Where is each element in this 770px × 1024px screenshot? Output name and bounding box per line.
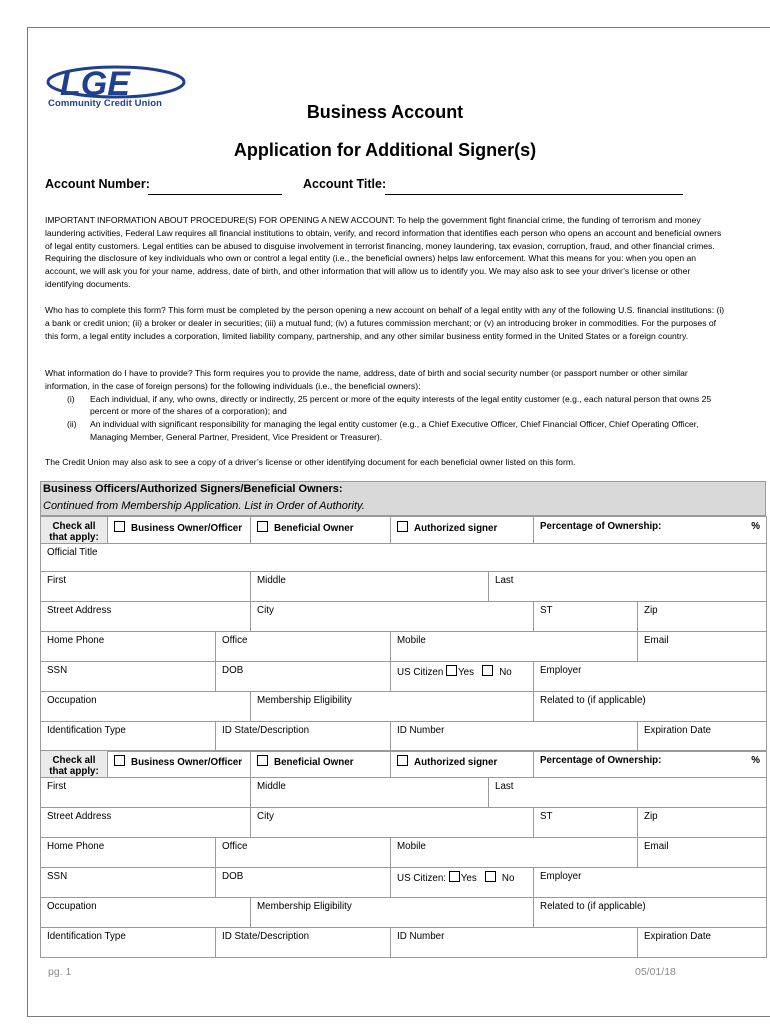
state-field[interactable]: ST bbox=[534, 602, 638, 632]
checkbox-business-owner[interactable]: Business Owner/Officer bbox=[108, 751, 251, 778]
mobile-phone-field[interactable]: Mobile bbox=[391, 838, 638, 868]
us-citizen-field[interactable]: US Citizen: Yes No bbox=[391, 868, 534, 898]
logo-letters: LGE bbox=[60, 65, 130, 102]
checkbox-icon bbox=[114, 521, 125, 532]
middle-name-field[interactable]: Middle bbox=[251, 778, 489, 808]
employer-field[interactable]: Employer bbox=[534, 662, 767, 692]
zip-field[interactable]: Zip bbox=[638, 808, 767, 838]
mobile-phone-field[interactable]: Mobile bbox=[391, 632, 638, 662]
id-state-field[interactable]: ID State/Description bbox=[216, 722, 391, 752]
email-field[interactable]: Email bbox=[638, 632, 767, 662]
ssn-field[interactable]: SSN bbox=[41, 662, 216, 692]
dob-field[interactable]: DOB bbox=[216, 662, 391, 692]
related-to-field[interactable]: Related to (if applicable) bbox=[534, 692, 767, 722]
page-number: pg. 1 bbox=[48, 966, 72, 978]
id-copy-paragraph bbox=[45, 456, 725, 469]
id-number-field[interactable]: ID Number bbox=[391, 928, 638, 958]
list-item bbox=[45, 393, 725, 419]
city-field[interactable]: City bbox=[251, 602, 534, 632]
who-completes-paragraph bbox=[45, 304, 725, 342]
id-number-field[interactable]: ID Number bbox=[391, 722, 638, 752]
checkbox-icon bbox=[449, 871, 460, 882]
state-field[interactable]: ST bbox=[534, 808, 638, 838]
account-title-field[interactable] bbox=[385, 194, 683, 195]
ssn-field[interactable]: SSN bbox=[41, 868, 216, 898]
occupation-field[interactable]: Occupation bbox=[41, 898, 251, 928]
expiration-date-field[interactable]: Expiration Date bbox=[638, 722, 767, 752]
first-name-field[interactable]: First bbox=[41, 572, 251, 602]
official-title-field[interactable]: Official Title bbox=[41, 544, 767, 572]
id-state-field[interactable]: ID State/Description bbox=[216, 928, 391, 958]
checkbox-beneficial-owner[interactable]: Beneficial Owner bbox=[251, 517, 391, 544]
checkbox-authorized-signer[interactable]: Authorized signer bbox=[391, 517, 534, 544]
identification-type-field[interactable]: Identification Type bbox=[41, 928, 216, 958]
section-subheading: Continued from Membership Application. List in Order of Authority. bbox=[43, 500, 365, 512]
section-header bbox=[40, 481, 766, 516]
checkbox-authorized-signer[interactable]: Authorized signer bbox=[391, 751, 534, 778]
page-title: Business Account bbox=[306, 102, 464, 122]
beneficial-owner-list bbox=[45, 393, 725, 444]
last-name-field[interactable]: Last bbox=[489, 572, 767, 602]
checkbox-icon bbox=[397, 755, 408, 766]
info-text: What information do I have to provide? This form requires you to provide the name, address, date of birth and social security number (or passport number or other similar information, in the case of foreign persons) for the following individuals (i.e., the beneficial owners): bbox=[45, 368, 688, 391]
checkbox-business-owner[interactable]: Business Owner/Officer bbox=[108, 517, 251, 544]
ownership-percentage-field[interactable]: Percentage of Ownership: % bbox=[534, 751, 767, 778]
logo-subtitle: Community Credit Union bbox=[48, 98, 163, 109]
occupation-field[interactable]: Occupation bbox=[41, 692, 251, 722]
logo-swoosh-icon bbox=[44, 62, 194, 102]
what-information-paragraph bbox=[45, 367, 725, 444]
first-name-field[interactable]: First bbox=[41, 778, 251, 808]
important-info-paragraph bbox=[45, 214, 725, 291]
zip-field[interactable]: Zip bbox=[638, 602, 767, 632]
account-number-field[interactable] bbox=[148, 194, 282, 195]
check-all-label: Check all that apply: bbox=[41, 517, 108, 544]
expiration-date-field[interactable]: Expiration Date bbox=[638, 928, 767, 958]
membership-eligibility-field[interactable]: Membership Eligibility bbox=[251, 898, 534, 928]
checkbox-icon bbox=[397, 521, 408, 532]
info-text: Who has to complete this form? This form must be completed by the person opening a new account on behalf of a legal entity with any of the following U.S. financial institutions: (i) a bank or credit union; (ii) a broker or dealer in securities; (iii) a mutual fund; (iv) a futures commission merchant; or (v) an introducing broker in commodities. For the purposes of this form, a legal entity includes a corporation, limited liability company, partnership, and any other similar business entity formed in the United States or a foreign country. bbox=[45, 305, 725, 341]
home-phone-field[interactable]: Home Phone bbox=[41, 632, 216, 662]
city-field[interactable]: City bbox=[251, 808, 534, 838]
account-title-label: Account Title: bbox=[303, 177, 387, 191]
revision-date: 05/01/18 bbox=[635, 966, 676, 978]
identification-type-field[interactable]: Identification Type bbox=[41, 722, 216, 752]
list-item bbox=[45, 418, 725, 444]
page-subtitle: Application for Additional Signer(s) bbox=[233, 140, 537, 160]
employer-field[interactable]: Employer bbox=[534, 868, 767, 898]
membership-eligibility-field[interactable]: Membership Eligibility bbox=[251, 692, 534, 722]
checkbox-icon bbox=[446, 665, 457, 676]
signer-block-2 bbox=[40, 750, 767, 958]
office-phone-field[interactable]: Office bbox=[216, 632, 391, 662]
middle-name-field[interactable]: Middle bbox=[251, 572, 489, 602]
info-text: IMPORTANT INFORMATION ABOUT PROCEDURE(S) FOR OPENING A NEW ACCOUNT: To help the government fight financial crime, the funding of terrorism and money laundering activities, Federal Law requires all financial institutions to obtain, verify, and record information that identifies each person who opens an account and beneficial owners of legal entity customers. Legal entities can be abused to disguise involvement in terrorist financing, money laundering, tax evasion, corruption, fraud, and other financial crimes. Requiring the disclosure of key individuals who own or control a legal entity (i.e., the beneficial owners) helps law enforcement. What this means for you: when you open an account, we will ask you for your name, address, date of birth, and other information that will allow us to identify you. We may also ask to see your driver’s license or other identifying documents. bbox=[45, 215, 722, 289]
section-heading: Business Officers/Authorized Signers/Beneficial Owners: bbox=[43, 483, 343, 495]
list-item-text: An individual with significant responsibility for managing the legal entity customer (e.g., a Chief Executive Officer, Chief Financial Officer, Chief Operating Officer, Managing Member, General Partner, President, Vice President or Treasurer). bbox=[90, 419, 699, 442]
home-phone-field[interactable]: Home Phone bbox=[41, 838, 216, 868]
email-field[interactable]: Email bbox=[638, 838, 767, 868]
dob-field[interactable]: DOB bbox=[216, 868, 391, 898]
account-number-label: Account Number: bbox=[45, 177, 150, 191]
checkbox-icon bbox=[257, 755, 268, 766]
list-item-number: (i) bbox=[67, 393, 75, 404]
office-phone-field[interactable]: Office bbox=[216, 838, 391, 868]
checkbox-icon bbox=[114, 755, 125, 766]
list-item-number: (ii) bbox=[67, 419, 77, 430]
us-citizen-field[interactable]: US Citizen Yes No bbox=[391, 662, 534, 692]
checkbox-icon bbox=[485, 871, 496, 882]
checkbox-beneficial-owner[interactable]: Beneficial Owner bbox=[251, 751, 391, 778]
last-name-field[interactable]: Last bbox=[489, 778, 767, 808]
ownership-percentage-field[interactable]: Percentage of Ownership: % bbox=[534, 517, 767, 544]
street-address-field[interactable]: Street Address bbox=[41, 602, 251, 632]
checkbox-icon bbox=[482, 665, 493, 676]
street-address-field[interactable]: Street Address bbox=[41, 808, 251, 838]
checkbox-icon bbox=[257, 521, 268, 532]
check-all-label: Check all that apply: bbox=[41, 751, 108, 778]
info-text: The Credit Union may also ask to see a copy of a driver’s license or other identifying document for each beneficial owner listed on this form. bbox=[45, 457, 576, 467]
related-to-field[interactable]: Related to (if applicable) bbox=[534, 898, 767, 928]
signer-block-1 bbox=[40, 516, 767, 752]
list-item-text: Each individual, if any, who owns, directly or indirectly, 25 percent or more of the equity interests of the legal entity customer (e.g., each natural person that owns 25 percent or more of the shares of a corporation); and bbox=[90, 393, 712, 417]
